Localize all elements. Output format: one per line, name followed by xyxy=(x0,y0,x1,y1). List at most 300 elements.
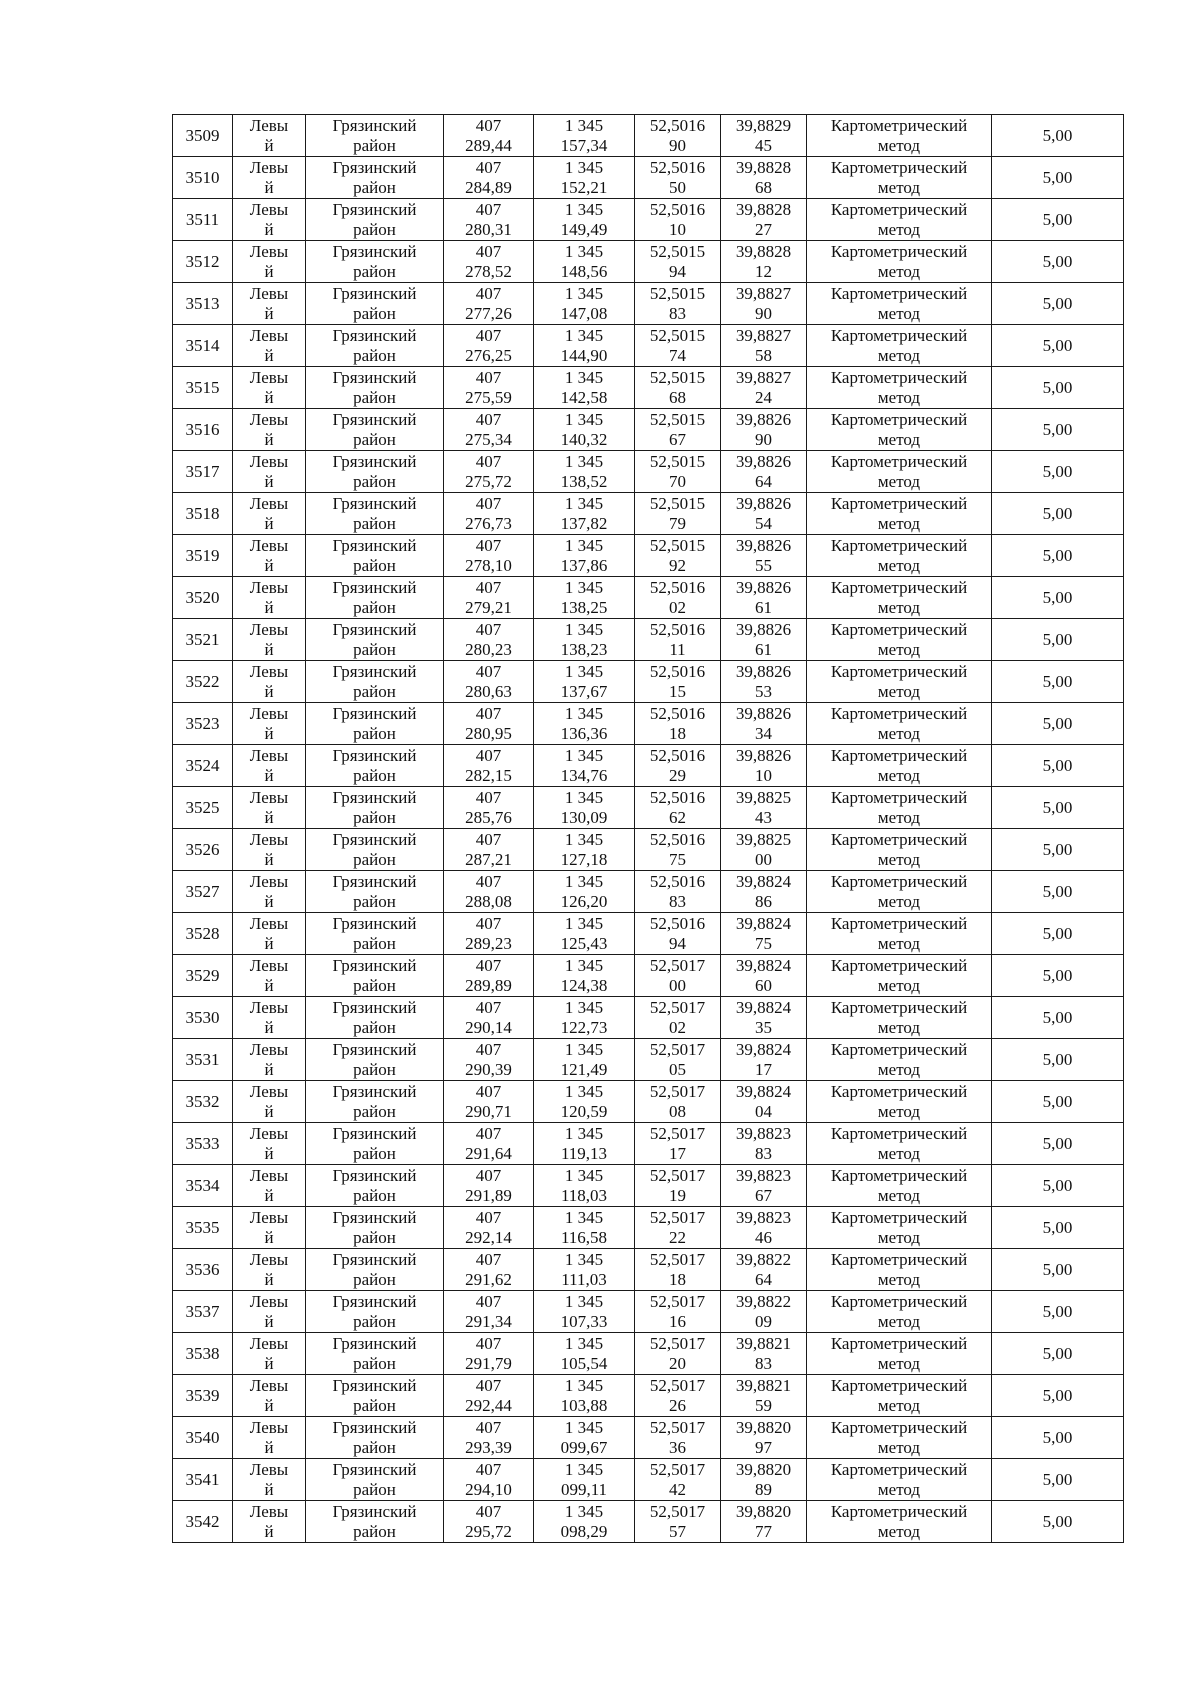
cell-error: 5,00 xyxy=(992,745,1124,787)
cell-latitude xyxy=(635,1165,721,1207)
cell-x-coordinate xyxy=(444,745,534,787)
cell-longitude xyxy=(721,1459,807,1501)
cell-side-line: Левы xyxy=(249,1039,289,1059)
cell-latitude xyxy=(635,661,721,703)
cell-latitude xyxy=(635,535,721,577)
cell-error: 5,00 xyxy=(992,535,1124,577)
cell-y-coordinate xyxy=(534,787,635,829)
cell-latitude-line: 52,5017 xyxy=(649,1333,706,1353)
cell-method-line: Картометрический xyxy=(830,535,968,555)
cell-district xyxy=(306,1333,444,1375)
cell-method xyxy=(807,1207,992,1249)
cell-point-number: 3528 xyxy=(173,913,233,955)
cell-district-line: район xyxy=(353,765,396,785)
cell-district-line: Грязинский xyxy=(332,241,417,261)
cell-method-line: метод xyxy=(877,1269,921,1289)
cell-longitude xyxy=(721,157,807,199)
cell-longitude xyxy=(721,1375,807,1417)
cell-method-line: метод xyxy=(877,1437,921,1457)
cell-side-line: Левы xyxy=(249,451,289,471)
cell-latitude-line: 52,5017 xyxy=(649,1165,706,1185)
cell-latitude xyxy=(635,703,721,745)
cell-x-coordinate-line: 275,59 xyxy=(465,387,512,407)
cell-y-coordinate-line: 147,08 xyxy=(560,303,608,323)
cell-y-coordinate-line: 130,09 xyxy=(560,807,608,827)
cell-method-line: метод xyxy=(877,1017,921,1037)
cell-longitude xyxy=(721,745,807,787)
cell-district-line: Грязинский xyxy=(332,997,417,1017)
cell-method-line: Картометрический xyxy=(830,829,968,849)
cell-x-coordinate xyxy=(444,367,534,409)
cell-method xyxy=(807,745,992,787)
cell-latitude-line: 83 xyxy=(669,891,686,911)
cell-point-number: 3525 xyxy=(173,787,233,829)
cell-x-coordinate-line: 407 xyxy=(475,115,502,135)
cell-side-line: Левы xyxy=(249,997,289,1017)
cell-x-coordinate xyxy=(444,1081,534,1123)
cell-district xyxy=(306,1249,444,1291)
cell-point-number: 3537 xyxy=(173,1291,233,1333)
cell-district xyxy=(306,1081,444,1123)
cell-x-coordinate-line: 289,89 xyxy=(465,975,512,995)
table-row xyxy=(173,829,1124,871)
cell-side xyxy=(233,787,306,829)
cell-x-coordinate xyxy=(444,283,534,325)
cell-district-line: район xyxy=(353,1101,396,1121)
table-row xyxy=(173,913,1124,955)
cell-x-coordinate xyxy=(444,157,534,199)
cell-side-line: Левы xyxy=(249,1459,289,1479)
cell-side-line: Левы xyxy=(249,1375,289,1395)
cell-district-line: Грязинский xyxy=(332,829,417,849)
cell-method-line: Картометрический xyxy=(830,325,968,345)
cell-y-coordinate-line: 1 345 xyxy=(564,157,604,177)
cell-method-line: метод xyxy=(877,429,921,449)
cell-y-coordinate xyxy=(534,619,635,661)
cell-district xyxy=(306,1039,444,1081)
cell-latitude-line: 94 xyxy=(669,933,686,953)
cell-x-coordinate-line: 407 xyxy=(475,787,502,807)
cell-x-coordinate-line: 282,15 xyxy=(465,765,512,785)
cell-x-coordinate xyxy=(444,115,534,157)
cell-error: 5,00 xyxy=(992,1459,1124,1501)
cell-method-line: Картометрический xyxy=(830,871,968,891)
cell-side xyxy=(233,199,306,241)
cell-y-coordinate-line: 126,20 xyxy=(560,891,608,911)
cell-x-coordinate-line: 407 xyxy=(475,619,502,639)
cell-side-line: й xyxy=(264,807,274,827)
cell-method-line: Картометрический xyxy=(830,493,968,513)
cell-method-line: Картометрический xyxy=(830,451,968,471)
cell-y-coordinate-line: 1 345 xyxy=(564,409,604,429)
cell-district-line: район xyxy=(353,513,396,533)
cell-method xyxy=(807,829,992,871)
cell-longitude-line: 39,8826 xyxy=(735,661,792,681)
cell-x-coordinate xyxy=(444,871,534,913)
table-row xyxy=(173,1081,1124,1123)
cell-point-number: 3512 xyxy=(173,241,233,283)
cell-x-coordinate-line: 293,39 xyxy=(465,1437,512,1457)
cell-point-number: 3511 xyxy=(173,199,233,241)
cell-y-coordinate-line: 1 345 xyxy=(564,1417,604,1437)
coordinates-table xyxy=(172,114,1124,1543)
cell-longitude xyxy=(721,1333,807,1375)
cell-method xyxy=(807,199,992,241)
cell-latitude-line: 02 xyxy=(669,597,686,617)
cell-y-coordinate-line: 157,34 xyxy=(560,135,608,155)
cell-latitude xyxy=(635,157,721,199)
cell-x-coordinate xyxy=(444,1459,534,1501)
cell-district xyxy=(306,787,444,829)
cell-point-number: 3518 xyxy=(173,493,233,535)
cell-district-line: район xyxy=(353,261,396,281)
cell-point-number: 3541 xyxy=(173,1459,233,1501)
cell-error: 5,00 xyxy=(992,325,1124,367)
cell-y-coordinate-line: 1 345 xyxy=(564,577,604,597)
cell-latitude-line: 52,5016 xyxy=(649,913,706,933)
cell-y-coordinate xyxy=(534,115,635,157)
cell-method xyxy=(807,1165,992,1207)
cell-district-line: район xyxy=(353,1227,396,1247)
cell-method-line: Картометрический xyxy=(830,115,968,135)
cell-district-line: Грязинский xyxy=(332,955,417,975)
cell-side xyxy=(233,1249,306,1291)
cell-error: 5,00 xyxy=(992,199,1124,241)
cell-longitude xyxy=(721,703,807,745)
cell-x-coordinate-line: 407 xyxy=(475,241,502,261)
cell-longitude xyxy=(721,661,807,703)
cell-x-coordinate xyxy=(444,325,534,367)
cell-x-coordinate-line: 277,26 xyxy=(465,303,512,323)
cell-x-coordinate-line: 407 xyxy=(475,997,502,1017)
cell-y-coordinate-line: 1 345 xyxy=(564,1333,604,1353)
cell-side-line: Левы xyxy=(249,1291,289,1311)
cell-side-line: Левы xyxy=(249,199,289,219)
cell-longitude xyxy=(721,115,807,157)
cell-method-line: метод xyxy=(877,807,921,827)
cell-longitude xyxy=(721,1501,807,1543)
cell-longitude-line: 39,8827 xyxy=(735,283,792,303)
cell-method xyxy=(807,1081,992,1123)
cell-error: 5,00 xyxy=(992,619,1124,661)
cell-district xyxy=(306,661,444,703)
cell-x-coordinate-line: 280,31 xyxy=(465,219,512,239)
cell-district-line: Грязинский xyxy=(332,1123,417,1143)
cell-latitude-line: 52,5016 xyxy=(649,115,706,135)
cell-y-coordinate-line: 118,03 xyxy=(560,1185,608,1205)
cell-x-coordinate xyxy=(444,955,534,997)
cell-longitude xyxy=(721,241,807,283)
cell-method-line: Картометрический xyxy=(830,913,968,933)
cell-x-coordinate-line: 291,89 xyxy=(465,1185,512,1205)
cell-latitude-line: 52,5015 xyxy=(649,325,706,345)
table-row xyxy=(173,1375,1124,1417)
table-row xyxy=(173,1123,1124,1165)
cell-longitude-line: 61 xyxy=(755,597,772,617)
cell-side xyxy=(233,997,306,1039)
cell-longitude-line: 83 xyxy=(755,1143,772,1163)
cell-district-line: Грязинский xyxy=(332,577,417,597)
cell-x-coordinate-line: 407 xyxy=(475,1207,502,1227)
cell-longitude-line: 39,8824 xyxy=(735,997,792,1017)
cell-district xyxy=(306,325,444,367)
cell-longitude-line: 39,8829 xyxy=(735,115,792,135)
cell-longitude-line: 39,8826 xyxy=(735,535,792,555)
cell-y-coordinate xyxy=(534,997,635,1039)
cell-longitude xyxy=(721,409,807,451)
cell-longitude-line: 97 xyxy=(755,1437,772,1457)
cell-longitude-line: 43 xyxy=(755,807,772,827)
cell-district-line: район xyxy=(353,639,396,659)
cell-method xyxy=(807,367,992,409)
cell-longitude-line: 35 xyxy=(755,1017,772,1037)
cell-x-coordinate-line: 407 xyxy=(475,451,502,471)
cell-latitude xyxy=(635,745,721,787)
cell-longitude-line: 39,8828 xyxy=(735,157,792,177)
table-row xyxy=(173,157,1124,199)
cell-point-number: 3533 xyxy=(173,1123,233,1165)
cell-district-line: Грязинский xyxy=(332,871,417,891)
cell-y-coordinate xyxy=(534,1501,635,1543)
cell-point-number: 3513 xyxy=(173,283,233,325)
cell-x-coordinate-line: 407 xyxy=(475,535,502,555)
cell-method xyxy=(807,409,992,451)
cell-district-line: Грязинский xyxy=(332,1249,417,1269)
cell-longitude xyxy=(721,1039,807,1081)
cell-longitude-line: 39,8828 xyxy=(735,199,792,219)
cell-x-coordinate-line: 407 xyxy=(475,409,502,429)
cell-longitude-line: 55 xyxy=(755,555,772,575)
cell-y-coordinate xyxy=(534,367,635,409)
cell-district xyxy=(306,1501,444,1543)
cell-side xyxy=(233,157,306,199)
cell-y-coordinate-line: 149,49 xyxy=(560,219,608,239)
cell-y-coordinate-line: 1 345 xyxy=(564,493,604,513)
cell-side-line: й xyxy=(264,555,274,575)
cell-district-line: Грязинский xyxy=(332,367,417,387)
cell-y-coordinate-line: 1 345 xyxy=(564,451,604,471)
cell-y-coordinate-line: 1 345 xyxy=(564,1375,604,1395)
cell-longitude-line: 45 xyxy=(755,135,772,155)
cell-longitude xyxy=(721,829,807,871)
cell-x-coordinate-line: 407 xyxy=(475,493,502,513)
cell-error: 5,00 xyxy=(992,283,1124,325)
table-row xyxy=(173,997,1124,1039)
cell-longitude-line: 90 xyxy=(755,429,772,449)
cell-district-line: район xyxy=(353,723,396,743)
cell-x-coordinate-line: 407 xyxy=(475,829,502,849)
cell-y-coordinate xyxy=(534,535,635,577)
cell-y-coordinate xyxy=(534,1249,635,1291)
cell-side-line: й xyxy=(264,849,274,869)
cell-longitude-line: 53 xyxy=(755,681,772,701)
cell-district-line: район xyxy=(353,849,396,869)
cell-method xyxy=(807,115,992,157)
cell-method-line: Картометрический xyxy=(830,157,968,177)
cell-latitude-line: 18 xyxy=(669,723,686,743)
cell-point-number: 3535 xyxy=(173,1207,233,1249)
table-row xyxy=(173,1459,1124,1501)
cell-district-line: Грязинский xyxy=(332,283,417,303)
cell-point-number: 3522 xyxy=(173,661,233,703)
cell-error: 5,00 xyxy=(992,493,1124,535)
cell-side-line: Левы xyxy=(249,493,289,513)
cell-method-line: Картометрический xyxy=(830,1417,968,1437)
cell-side-line: Левы xyxy=(249,955,289,975)
cell-latitude-line: 52,5015 xyxy=(649,367,706,387)
cell-point-number: 3539 xyxy=(173,1375,233,1417)
cell-x-coordinate-line: 287,21 xyxy=(465,849,512,869)
cell-district xyxy=(306,871,444,913)
table-row xyxy=(173,451,1124,493)
cell-latitude-line: 08 xyxy=(669,1101,686,1121)
cell-side xyxy=(233,1291,306,1333)
cell-latitude-line: 11 xyxy=(669,639,686,659)
cell-latitude-line: 15 xyxy=(669,681,686,701)
cell-latitude-line: 83 xyxy=(669,303,686,323)
cell-longitude xyxy=(721,1165,807,1207)
cell-district xyxy=(306,409,444,451)
cell-y-coordinate-line: 120,59 xyxy=(560,1101,608,1121)
cell-error: 5,00 xyxy=(992,157,1124,199)
cell-side xyxy=(233,535,306,577)
cell-side-line: Левы xyxy=(249,1501,289,1521)
table-row xyxy=(173,1333,1124,1375)
cell-latitude-line: 79 xyxy=(669,513,686,533)
cell-error: 5,00 xyxy=(992,1081,1124,1123)
cell-side xyxy=(233,241,306,283)
cell-point-number: 3526 xyxy=(173,829,233,871)
cell-x-coordinate xyxy=(444,1249,534,1291)
cell-longitude-line: 39,8826 xyxy=(735,745,792,765)
cell-x-coordinate-line: 407 xyxy=(475,199,502,219)
cell-side xyxy=(233,619,306,661)
cell-y-coordinate xyxy=(534,955,635,997)
cell-x-coordinate xyxy=(444,409,534,451)
cell-y-coordinate-line: 125,43 xyxy=(560,933,608,953)
cell-latitude-line: 42 xyxy=(669,1479,686,1499)
cell-method xyxy=(807,1249,992,1291)
cell-side-line: й xyxy=(264,975,274,995)
cell-point-number: 3516 xyxy=(173,409,233,451)
cell-longitude-line: 39,8824 xyxy=(735,955,792,975)
cell-method-line: Картометрический xyxy=(830,1123,968,1143)
cell-longitude-line: 39,8827 xyxy=(735,367,792,387)
cell-error: 5,00 xyxy=(992,1039,1124,1081)
cell-side xyxy=(233,367,306,409)
cell-latitude xyxy=(635,1501,721,1543)
cell-method-line: Картометрический xyxy=(830,199,968,219)
cell-point-number: 3519 xyxy=(173,535,233,577)
cell-method-line: метод xyxy=(877,1311,921,1331)
cell-method-line: метод xyxy=(877,849,921,869)
cell-method xyxy=(807,703,992,745)
cell-side-line: Левы xyxy=(249,745,289,765)
cell-longitude-line: 39,8820 xyxy=(735,1501,792,1521)
cell-side-line: й xyxy=(264,1059,274,1079)
cell-point-number: 3515 xyxy=(173,367,233,409)
cell-district-line: Грязинский xyxy=(332,1459,417,1479)
cell-district-line: район xyxy=(353,1311,396,1331)
cell-method-line: метод xyxy=(877,219,921,239)
cell-x-coordinate xyxy=(444,1417,534,1459)
cell-latitude-line: 00 xyxy=(669,975,686,995)
table-row xyxy=(173,241,1124,283)
cell-y-coordinate-line: 1 345 xyxy=(564,1207,604,1227)
cell-error: 5,00 xyxy=(992,1417,1124,1459)
cell-x-coordinate-line: 280,95 xyxy=(465,723,512,743)
cell-y-coordinate-line: 1 345 xyxy=(564,1039,604,1059)
cell-district-line: район xyxy=(353,1017,396,1037)
cell-side-line: й xyxy=(264,303,274,323)
cell-side xyxy=(233,1375,306,1417)
cell-latitude xyxy=(635,577,721,619)
cell-method-line: Картометрический xyxy=(830,241,968,261)
cell-y-coordinate-line: 138,23 xyxy=(560,639,608,659)
cell-longitude xyxy=(721,955,807,997)
cell-longitude-line: 39,8823 xyxy=(735,1165,792,1185)
cell-x-coordinate xyxy=(444,1039,534,1081)
cell-longitude-line: 39,8826 xyxy=(735,577,792,597)
cell-district-line: район xyxy=(353,891,396,911)
cell-district-line: район xyxy=(353,1143,396,1163)
cell-side-line: Левы xyxy=(249,703,289,723)
cell-error: 5,00 xyxy=(992,1207,1124,1249)
cell-district-line: район xyxy=(353,1059,396,1079)
cell-latitude xyxy=(635,1123,721,1165)
cell-x-coordinate-line: 407 xyxy=(475,325,502,345)
cell-latitude-line: 52,5017 xyxy=(649,1081,706,1101)
cell-error: 5,00 xyxy=(992,871,1124,913)
table-row xyxy=(173,871,1124,913)
cell-longitude-line: 27 xyxy=(755,219,772,239)
cell-longitude-line: 58 xyxy=(755,345,772,365)
cell-side-line: й xyxy=(264,1269,274,1289)
cell-error: 5,00 xyxy=(992,451,1124,493)
cell-latitude-line: 50 xyxy=(669,177,686,197)
table-row xyxy=(173,199,1124,241)
cell-y-coordinate-line: 121,49 xyxy=(560,1059,608,1079)
cell-method xyxy=(807,283,992,325)
cell-method-line: метод xyxy=(877,303,921,323)
table-row xyxy=(173,1501,1124,1543)
cell-side xyxy=(233,451,306,493)
cell-longitude xyxy=(721,283,807,325)
cell-point-number: 3538 xyxy=(173,1333,233,1375)
table-row xyxy=(173,787,1124,829)
cell-y-coordinate-line: 140,32 xyxy=(560,429,608,449)
cell-y-coordinate xyxy=(534,871,635,913)
cell-x-coordinate-line: 407 xyxy=(475,1333,502,1353)
cell-side-line: й xyxy=(264,429,274,449)
cell-latitude-line: 52,5015 xyxy=(649,451,706,471)
cell-latitude xyxy=(635,1417,721,1459)
cell-longitude-line: 54 xyxy=(755,513,772,533)
cell-latitude-line: 57 xyxy=(669,1521,686,1541)
table-row xyxy=(173,619,1124,661)
cell-y-coordinate-line: 1 345 xyxy=(564,745,604,765)
cell-latitude-line: 29 xyxy=(669,765,686,785)
cell-point-number: 3540 xyxy=(173,1417,233,1459)
table-row xyxy=(173,115,1124,157)
cell-x-coordinate-line: 407 xyxy=(475,1291,502,1311)
cell-x-coordinate-line: 407 xyxy=(475,1417,502,1437)
cell-y-coordinate-line: 099,11 xyxy=(560,1479,608,1499)
cell-method-line: метод xyxy=(877,597,921,617)
cell-longitude-line: 39,8828 xyxy=(735,241,792,261)
cell-y-coordinate-line: 098,29 xyxy=(560,1521,608,1541)
cell-district xyxy=(306,451,444,493)
